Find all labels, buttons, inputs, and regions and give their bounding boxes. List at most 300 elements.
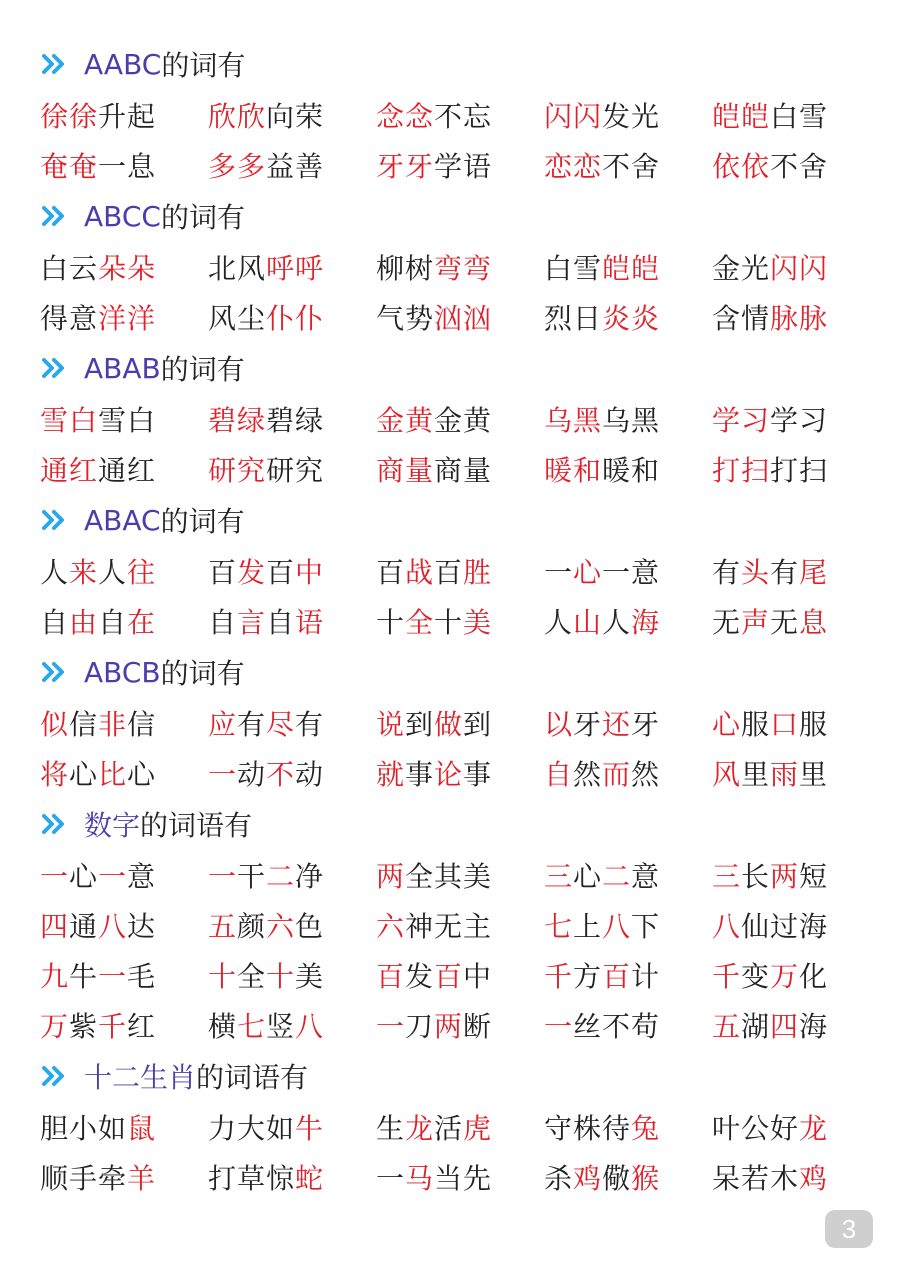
highlighted-char: 猴 [631,1162,661,1195]
plain-char: 自 [40,606,70,639]
plain-char: 自 [98,606,128,639]
section-heading-suffix: 的词有 [160,353,245,386]
plain-char: 有 [237,708,267,741]
plain-chars: 得意 [40,302,99,335]
document-body [0,38,905,1202]
idiom-word [40,905,208,945]
plain-char: 断 [463,1010,493,1043]
highlighted-char: 一 [98,860,128,893]
idiom-word [376,95,544,135]
plain-char: 然 [573,758,603,791]
plain-char: 有 [712,556,742,589]
idiom-word [208,855,376,895]
plain-chars: 升起 [98,100,157,133]
highlighted-char: 龙 [799,1112,829,1145]
plain-char: 牛 [69,960,99,993]
idiom-word [544,449,712,489]
highlighted-chars: 闪闪 [544,100,603,133]
plain-chars: 不舍 [602,150,661,183]
highlighted-char: 五 [208,910,238,943]
plain-char: 小 [69,1112,99,1145]
highlighted-char: 似 [40,708,70,741]
idiom-word [712,1157,880,1197]
idiom-word [40,1005,208,1045]
plain-char: 美 [463,860,493,893]
plain-chars: 白雪 [544,252,603,285]
highlighted-chars: 学习 [712,404,771,437]
plain-char: 事 [463,758,493,791]
plain-chars: 不舍 [770,150,829,183]
plain-char: 百 [208,556,238,589]
highlighted-char: 一 [40,860,70,893]
plain-char: 百 [376,556,406,589]
page-number: 3 [841,1213,857,1244]
plain-char: 自 [266,606,296,639]
idiom-word [712,95,880,135]
highlighted-char: 战 [405,556,435,589]
word-row [0,242,905,292]
section-heading-pattern: AABC [84,47,162,81]
highlighted-chars: 闪闪 [770,252,829,285]
idiom-word [544,753,712,793]
highlighted-char: 两 [376,860,406,893]
plain-chars: 益善 [266,150,325,183]
highlighted-char: 来 [69,556,99,589]
highlighted-char: 四 [40,910,70,943]
idiom-word [376,145,544,185]
word-row [0,1152,905,1202]
highlighted-char: 口 [770,708,800,741]
idiom-word [712,399,880,439]
highlighted-char: 羊 [127,1162,157,1195]
idiom-word [544,703,712,743]
plain-char: 人 [98,556,128,589]
highlighted-char: 七 [544,910,574,943]
plain-chars: 一息 [98,150,157,183]
highlighted-char: 百 [376,960,406,993]
plain-char: 如 [266,1112,296,1145]
word-row [0,950,905,1000]
plain-chars: 碧绿 [266,404,325,437]
plain-char: 里 [741,758,771,791]
plain-char: 过 [770,910,800,943]
idiom-word [40,703,208,743]
plain-char: 湖 [741,1010,771,1043]
section-heading-suffix: 的词语有 [140,809,253,842]
plain-char: 中 [463,960,493,993]
idiom-word [544,1107,712,1147]
plain-char: 百 [434,556,464,589]
word-row [0,292,905,342]
plain-char: 十 [376,606,406,639]
idiom-word [376,1107,544,1147]
highlighted-char: 论 [434,758,464,791]
plain-char: 通 [69,910,99,943]
plain-chars: 雪白 [98,404,157,437]
idiom-word [544,601,712,641]
section-heading [0,798,905,850]
section-heading [0,38,905,90]
highlighted-char: 六 [266,910,296,943]
plain-char: 一 [376,1162,406,1195]
plain-chars: 不忘 [434,100,493,133]
idiom-word [376,449,544,489]
highlighted-chars: 研究 [208,454,267,487]
plain-chars: 白雪 [770,100,829,133]
idiom-word [40,297,208,337]
word-row [0,748,905,798]
highlighted-char: 虎 [463,1112,493,1145]
word-row [0,596,905,646]
plain-char: 牙 [573,708,603,741]
highlighted-chars: 恋恋 [544,150,603,183]
section-heading-pattern: ABAC [84,503,161,537]
idiom-word [208,449,376,489]
idiom-word [208,1005,376,1045]
idiom-word [376,297,544,337]
idiom-word [208,551,376,591]
plain-char: 大 [237,1112,267,1145]
highlighted-char: 千 [712,960,742,993]
highlighted-char: 万 [40,1010,70,1043]
plain-char: 心 [69,860,99,893]
idiom-word [40,955,208,995]
plain-char: 下 [631,910,661,943]
section-heading-suffix: 的词有 [160,201,245,234]
highlighted-char: 自 [544,758,574,791]
plain-chars: 烈日 [544,302,603,335]
idiom-word [376,905,544,945]
highlighted-char: 全 [405,606,435,639]
plain-char: 动 [295,758,325,791]
highlighted-chars: 洋洋 [98,302,157,335]
highlighted-char: 非 [98,708,128,741]
plain-char: 上 [573,910,603,943]
plain-char: 若 [741,1162,771,1195]
highlighted-char: 鼠 [127,1112,157,1145]
plain-chars: 学习 [770,404,829,437]
plain-char: 心 [69,758,99,791]
section-heading-suffix: 的词有 [160,505,245,538]
plain-char: 计 [631,960,661,993]
plain-char: 当 [434,1162,464,1195]
highlighted-char: 一 [544,1010,574,1043]
plain-char: 心 [127,758,157,791]
plain-char: 海 [799,1010,829,1043]
plain-char: 胆 [40,1112,70,1145]
plain-char: 杀 [544,1162,574,1195]
plain-char: 草 [237,1162,267,1195]
highlighted-chars: 打扫 [712,454,771,487]
highlighted-char: 鸡 [573,1162,603,1195]
plain-char: 美 [295,960,325,993]
idiom-word [712,601,880,641]
plain-char: 生 [376,1112,406,1145]
plain-chars: 金黄 [434,404,493,437]
highlighted-char: 七 [237,1010,267,1043]
plain-char: 干 [237,860,267,893]
plain-chars: 风尘 [208,302,267,335]
idiom-word [376,955,544,995]
plain-char: 先 [463,1162,493,1195]
highlighted-char: 息 [799,606,829,639]
section-heading-pattern: ABAB [84,351,161,385]
plain-chars: 含情 [712,302,771,335]
idiom-word [376,703,544,743]
idiom-word [544,297,712,337]
plain-char: 事 [405,758,435,791]
highlighted-char: 十 [208,960,238,993]
highlighted-char: 应 [208,708,238,741]
highlighted-char: 一 [208,860,238,893]
idiom-word [544,145,712,185]
plain-char: 意 [631,556,661,589]
highlighted-chars: 皑皑 [712,100,771,133]
plain-char: 红 [127,1010,157,1043]
idiom-word [544,247,712,287]
highlighted-char: 声 [741,606,771,639]
highlighted-char: 百 [434,960,464,993]
highlighted-char: 风 [712,758,742,791]
plain-char: 力 [208,1112,238,1145]
highlighted-chars: 通红 [40,454,99,487]
plain-char: 苟 [631,1010,661,1043]
plain-char: 株 [573,1112,603,1145]
highlighted-chars: 弯弯 [434,252,493,285]
plain-char: 人 [602,606,632,639]
plain-char: 长 [741,860,771,893]
word-row [0,850,905,900]
double-chevron-right-icon [40,1064,72,1088]
plain-char: 里 [799,758,829,791]
plain-chars: 柳树 [376,252,435,285]
highlighted-char: 龙 [405,1112,435,1145]
word-row [0,394,905,444]
double-chevron-right-icon [40,204,72,228]
plain-char: 人 [544,606,574,639]
highlighted-char: 八 [712,910,742,943]
section-heading [0,1050,905,1102]
highlighted-char: 两 [770,860,800,893]
idiom-word [712,753,880,793]
plain-chars: 打扫 [770,454,829,487]
highlighted-char: 海 [631,606,661,639]
highlighted-char: 五 [712,1010,742,1043]
plain-char: 守 [544,1112,574,1145]
idiom-word [376,551,544,591]
highlighted-chars: 朵朵 [98,252,157,285]
highlighted-chars: 仆仆 [266,302,325,335]
plain-chars: 乌黑 [602,404,661,437]
highlighted-char: 以 [544,708,574,741]
plain-char: 到 [405,708,435,741]
plain-char: 顺 [40,1162,70,1195]
highlighted-chars: 炎炎 [602,302,661,335]
idiom-word [208,247,376,287]
highlighted-char: 四 [770,1010,800,1043]
highlighted-char: 三 [712,860,742,893]
plain-char: 叶 [712,1112,742,1145]
highlighted-chars: 念念 [376,100,435,133]
plain-char: 颜 [237,910,267,943]
highlighted-chars: 雪白 [40,404,99,437]
highlighted-char: 做 [434,708,464,741]
highlighted-char: 千 [98,1010,128,1043]
highlighted-char: 兔 [631,1112,661,1145]
plain-char: 发 [405,960,435,993]
idiom-word [376,399,544,439]
plain-char: 动 [237,758,267,791]
highlighted-chars: 牙牙 [376,150,435,183]
idiom-word [712,855,880,895]
plain-char: 紫 [69,1010,99,1043]
highlighted-char: 尾 [799,556,829,589]
double-chevron-right-icon [40,52,72,76]
highlighted-char: 比 [98,758,128,791]
plain-char: 意 [631,860,661,893]
highlighted-char: 山 [573,606,603,639]
plain-char: 手 [69,1162,99,1195]
highlighted-char: 言 [237,606,267,639]
idiom-word [40,601,208,641]
idiom-word [712,905,880,945]
highlighted-chars: 奄奄 [40,150,99,183]
idiom-word [40,855,208,895]
highlighted-char: 千 [544,960,574,993]
idiom-word [712,1005,880,1045]
highlighted-char: 两 [434,1010,464,1043]
double-chevron-right-icon [40,812,72,836]
highlighted-chars: 依依 [712,150,771,183]
highlighted-char: 将 [40,758,70,791]
idiom-word [208,145,376,185]
plain-chars: 发光 [602,100,661,133]
plain-char: 到 [463,708,493,741]
section-heading-suffix: 的词有 [161,49,246,82]
word-row [0,698,905,748]
highlighted-char: 一 [376,1010,406,1043]
word-row [0,546,905,596]
highlighted-char: 往 [127,556,157,589]
highlighted-chars: 脉脉 [770,302,829,335]
idiom-word [544,855,712,895]
plain-char: 服 [741,708,771,741]
highlighted-chars: 欣欣 [208,100,267,133]
section-heading-pattern: 十二生肖 [84,1061,197,1094]
plain-char: 丝 [573,1010,603,1043]
plain-chars: 气势 [376,302,435,335]
idiom-word [712,703,880,743]
plain-chars: 北风 [208,252,267,285]
highlighted-chars: 汹汹 [434,302,493,335]
plain-char: 神 [405,910,435,943]
highlighted-char: 六 [376,910,406,943]
highlighted-char: 八 [98,910,128,943]
highlighted-chars: 暖和 [544,454,603,487]
double-chevron-right-icon [40,660,72,684]
idiom-word [40,399,208,439]
highlighted-char: 语 [295,606,325,639]
plain-char: 一 [544,556,574,589]
highlighted-char: 还 [602,708,632,741]
plain-char: 全 [237,960,267,993]
idiom-word [376,1005,544,1045]
plain-chars: 金光 [712,252,771,285]
plain-char: 打 [208,1162,238,1195]
idiom-word [208,1157,376,1197]
word-row [0,444,905,494]
idiom-word [544,95,712,135]
word-row [0,90,905,140]
plain-char: 惊 [266,1162,296,1195]
idiom-word [208,753,376,793]
highlighted-chars: 乌黑 [544,404,603,437]
idiom-word [40,145,208,185]
double-chevron-right-icon [40,356,72,380]
highlighted-char: 就 [376,758,406,791]
plain-char: 刀 [405,1010,435,1043]
plain-char: 净 [295,860,325,893]
plain-char: 毛 [127,960,157,993]
idiom-word [712,247,880,287]
idiom-word [208,905,376,945]
idiom-word [376,855,544,895]
highlighted-chars: 徐徐 [40,100,99,133]
highlighted-char: 不 [266,758,296,791]
highlighted-char: 八 [602,910,632,943]
word-row [0,1102,905,1152]
idiom-word [712,145,880,185]
highlighted-char: 万 [770,960,800,993]
plain-char: 意 [127,860,157,893]
idiom-word [208,703,376,743]
idiom-word [712,1107,880,1147]
highlighted-chars: 商量 [376,454,435,487]
section-heading-suffix: 的词语有 [196,1061,309,1094]
section-heading [0,494,905,546]
plain-char: 方 [573,960,603,993]
plain-char: 百 [266,556,296,589]
highlighted-char: 二 [602,860,632,893]
highlighted-char: 美 [463,606,493,639]
highlighted-char: 在 [127,606,157,639]
highlighted-char: 心 [573,556,603,589]
plain-char: 牙 [631,708,661,741]
plain-char: 信 [69,708,99,741]
idiom-word [376,753,544,793]
plain-char: 其 [434,860,464,893]
highlighted-char: 雨 [770,758,800,791]
highlighted-char: 八 [295,1010,325,1043]
section-heading [0,646,905,698]
highlighted-chars: 多多 [208,150,267,183]
idiom-word [376,1157,544,1197]
section-heading-pattern: ABCC [84,199,161,233]
plain-chars: 学语 [434,150,493,183]
plain-char: 儆 [602,1162,632,1195]
idiom-word [40,247,208,287]
highlighted-chars: 碧绿 [208,404,267,437]
plain-chars: 向荣 [266,100,325,133]
idiom-word [712,551,880,591]
plain-char: 无 [770,606,800,639]
highlighted-char: 而 [602,758,632,791]
idiom-word [376,601,544,641]
highlighted-char: 心 [712,708,742,741]
idiom-word [40,1157,208,1197]
idiom-word [208,601,376,641]
highlighted-char: 由 [69,606,99,639]
